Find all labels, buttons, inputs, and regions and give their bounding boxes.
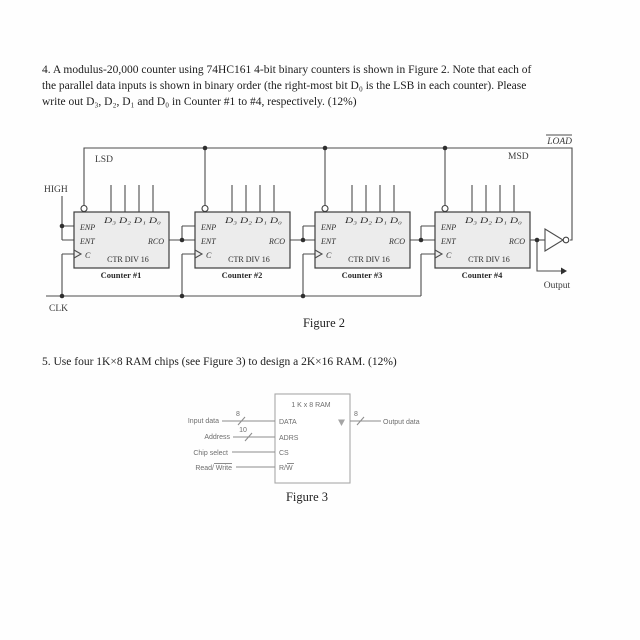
load-drop-wires: [205, 148, 445, 205]
output-bus-width: 8: [354, 411, 358, 418]
cs-pin-label: CS: [279, 450, 289, 457]
divider-label: CTR DIV 16: [228, 255, 270, 264]
clock-pin-label: C: [446, 251, 452, 260]
clk-label: CLK: [49, 304, 68, 314]
adrs-pin-label: ADRS: [279, 435, 299, 442]
data-pin-label: DATA: [279, 419, 297, 426]
clock-pin-label: C: [206, 251, 212, 260]
rco-pin-label: RCO: [389, 237, 405, 246]
chip-select-label: Chip select: [193, 450, 228, 457]
question-4-line-2: the parallel data inputs is shown in binary order (the right-most bit D₀ is the LSB in each counter). Please: [42, 80, 527, 92]
address-bus-width: 10: [239, 427, 247, 434]
clock-branch-4: [421, 254, 435, 296]
counter-name: Counter #1: [100, 270, 142, 280]
question-4-line-3: write out D₃, D₂, D₁ and D₀ in Counter #1 to #4, respectively. (12%): [42, 96, 357, 108]
data-pin-labels: D₃ D₂ D₁ D₀: [343, 216, 403, 225]
rco-pin-label: RCO: [269, 237, 285, 246]
load-bubble-icon: [442, 206, 448, 212]
divider-label: CTR DIV 16: [348, 255, 390, 264]
load-bubble-icon: [322, 206, 328, 212]
enp-pin-label: ENP: [441, 223, 457, 232]
inverter-icon: [545, 229, 563, 251]
load-bubble-icon: [81, 206, 87, 212]
lsd-label: LSD: [95, 155, 113, 165]
clock-pin-label: C: [326, 251, 332, 260]
counter-block-3: [315, 185, 410, 280]
output-arrow-icon: [561, 268, 567, 275]
figure3-caption: Figure 3: [285, 490, 329, 504]
counter-block-1: [74, 185, 169, 280]
rw-pin-label: R/W: [279, 465, 293, 472]
ent-pin-label: ENT: [80, 237, 95, 246]
enp-pin-label: ENP: [80, 223, 96, 232]
divider-label: CTR DIV 16: [468, 255, 510, 264]
data-input-stubs: [472, 185, 514, 212]
address-label: Address: [204, 434, 230, 441]
data-input-stubs: [352, 185, 394, 212]
ram-chip-title: 1 K x 8 RAM: [291, 402, 331, 409]
write-label: Write: [215, 465, 232, 472]
input-bus-width: 8: [236, 411, 240, 418]
msd-label: MSD: [508, 152, 529, 162]
counter-name: Counter #3: [341, 270, 383, 280]
input-data-label: Input data: [187, 418, 219, 425]
cascade-wire-3-4: [410, 226, 435, 240]
clock-branch-1: [62, 254, 74, 296]
read-label: Read/: [195, 465, 214, 472]
figure2-caption: Figure 2: [302, 316, 346, 330]
counter-block-4: [435, 185, 530, 280]
load-bubble-icon: [202, 206, 208, 212]
ent-pin-label: ENT: [201, 237, 216, 246]
output-data-label: Output data: [383, 419, 420, 426]
counter-block-2: [195, 185, 290, 280]
data-input-stubs: [111, 185, 153, 212]
rco-pin-label: RCO: [509, 237, 525, 246]
counter-name: Counter #2: [221, 270, 263, 280]
enp-pin-label: ENP: [321, 223, 337, 232]
clock-branch-3: [303, 254, 315, 296]
figure2-diagram: [44, 135, 572, 330]
enp-pin-label: ENP: [201, 223, 217, 232]
rco-pin-label: RCO: [148, 237, 164, 246]
clock-pin-label: C: [85, 251, 91, 260]
high-label: HIGH: [44, 185, 68, 195]
counter-name: Counter #4: [461, 270, 503, 280]
output-wire: [537, 240, 561, 271]
ent-pin-label: ENT: [321, 237, 336, 246]
question-5-line-1: 5. Use four 1K×8 RAM chips (see Figure 3) to design a 2K×16 RAM. (12%): [42, 356, 397, 368]
load-label: LOAD: [547, 137, 572, 147]
data-pin-labels: D₃ D₂ D₁ D₀: [463, 216, 523, 225]
ent-pin-label: ENT: [441, 237, 456, 246]
data-pin-labels: D₃ D₂ D₁ D₀: [223, 216, 283, 225]
output-label: Output: [543, 281, 571, 291]
high-wire: [62, 196, 74, 240]
figure3-diagram: [188, 394, 420, 504]
data-pin-labels: D₃ D₂ D₁ D₀: [102, 216, 162, 225]
data-input-stubs: [232, 185, 274, 212]
divider-label: CTR DIV 16: [107, 255, 149, 264]
clock-branch-2: [182, 254, 195, 296]
question-4-line-1: 4. A modulus-20,000 counter using 74HC161 4-bit binary counters is shown in Figure 2. Note that each of: [42, 64, 532, 76]
inverter-bubble-icon: [563, 237, 569, 243]
